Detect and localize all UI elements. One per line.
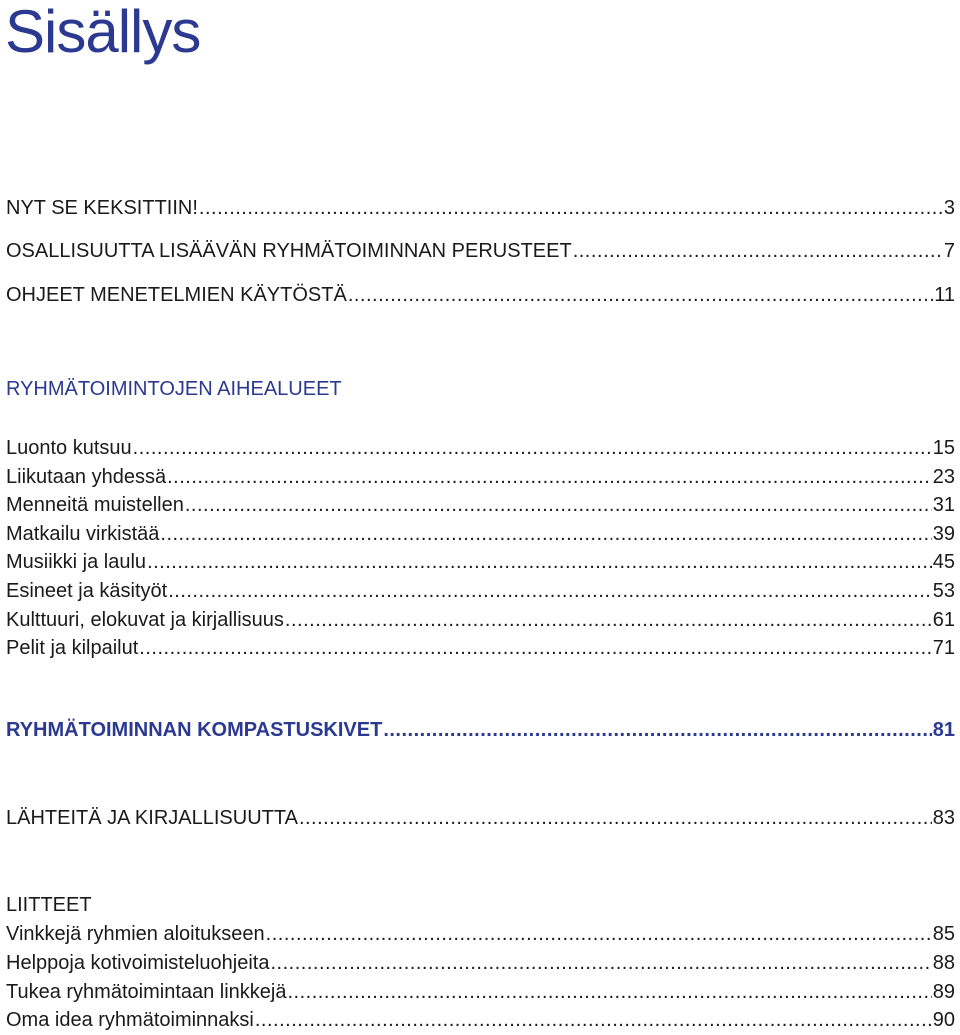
toc-entry-label: Oma idea ryhmätoiminnaksi (6, 1009, 254, 1031)
toc-entry-page: 45 (932, 551, 955, 573)
toc-entry-page: 81 (932, 719, 955, 741)
toc-entry-page: 11 (934, 284, 955, 306)
toc-entry-label: Matkailu virkistää (6, 523, 160, 545)
toc-entry-luonto-kutsuu[interactable] (6, 435, 955, 461)
dot-leader (167, 464, 932, 490)
dot-leader (185, 492, 932, 518)
toc-entry-label: OSALLISUUTTA LISÄÄVÄN RYHMÄTOIMINNAN PERUSTEET (6, 240, 572, 262)
toc-entry-vinkkeja[interactable] (6, 921, 955, 947)
toc-entry-pelit-ja-kilpailut[interactable] (6, 635, 955, 661)
toc-entry-nyt-se-keksittiin[interactable] (6, 195, 955, 221)
toc-entry-page: 7 (943, 240, 955, 262)
toc-entry-label: Luonto kutsuu (6, 437, 132, 459)
toc-entry-page: 3 (943, 197, 955, 219)
toc-entry-page: 88 (932, 952, 955, 974)
dot-leader (133, 435, 932, 461)
toc-entry-liikutaan-yhdessa[interactable] (6, 464, 955, 490)
toc-entry-label: RYHMÄTOIMINNAN KOMPASTUSKIVET (6, 719, 383, 741)
toc-entry-page: 61 (932, 609, 955, 631)
dot-leader (266, 921, 932, 947)
toc-entry-matkailu-virkistaa[interactable] (6, 521, 955, 547)
toc-entry-lahteita[interactable] (6, 805, 955, 831)
dot-leader (299, 805, 932, 831)
toc-entry-kotivoimistelu[interactable] (6, 950, 955, 976)
toc-entry-page: 83 (932, 807, 955, 829)
toc-entry-oma-idea[interactable] (6, 1007, 955, 1033)
toc-entry-label: NYT SE KEKSITTIIN! (6, 197, 198, 219)
dot-leader (147, 549, 932, 575)
toc-entry-perusteet[interactable] (6, 238, 955, 264)
dot-leader (160, 521, 931, 547)
toc-entry-label: Kulttuuri, elokuvat ja kirjallisuus (6, 609, 284, 631)
toc-entry-label: LÄHTEITÄ JA KIRJALLISUUTTA (6, 807, 298, 829)
toc-entry-label: Pelit ja kilpailut (6, 637, 139, 659)
toc-entry-label: Esineet ja käsityöt (6, 580, 168, 602)
toc-entry-linkkeja[interactable] (6, 979, 955, 1005)
toc-entry-kulttuuri[interactable] (6, 607, 955, 633)
toc-entry-page: 53 (932, 580, 955, 602)
toc-entry-ohjeet[interactable] (6, 282, 955, 308)
dot-leader (383, 717, 931, 743)
toc-entry-label: Helppoja kotivoimisteluohjeita (6, 952, 270, 974)
toc-entry-page: 85 (932, 923, 955, 945)
toc-entry-label: Liikutaan yhdessä (6, 466, 167, 488)
toc-entry-kompastuskivet[interactable] (6, 717, 955, 743)
toc-entry-label: OHJEET MENETELMIEN KÄYTÖSTÄ (6, 284, 347, 306)
dot-leader (199, 195, 943, 221)
toc-entry-label: Vinkkejä ryhmien aloitukseen (6, 923, 265, 945)
toc-entry-page: 89 (932, 981, 955, 1003)
toc-entry-musiikki-ja-laulu[interactable] (6, 549, 955, 575)
toc-entry-esineet-ja-kasityot[interactable] (6, 578, 955, 604)
toc-entry-label: Tukea ryhmätoimintaan linkkejä (6, 981, 287, 1003)
toc-entry-page: 90 (932, 1009, 955, 1031)
toc-entry-page: 71 (932, 637, 955, 659)
toc-entry-menneita-muistellen[interactable] (6, 492, 955, 518)
toc-entry-page: 39 (932, 523, 955, 545)
section-heading-aihealueet: RYHMÄTOIMINTOJEN AIHEALUEET (6, 378, 342, 400)
dot-leader (573, 238, 943, 264)
toc-entry-label: Musiikki ja laulu (6, 551, 147, 573)
dot-leader (270, 950, 931, 976)
dot-leader (285, 607, 932, 633)
toc-entry-label: Menneitä muistellen (6, 494, 184, 516)
toc-entry-page: 23 (932, 466, 955, 488)
dot-leader (139, 635, 931, 661)
dot-leader (168, 578, 932, 604)
dot-leader (288, 979, 932, 1005)
page-title: Sisällys (5, 0, 201, 65)
toc-entry-page: 31 (932, 494, 955, 516)
toc-entry-page: 15 (932, 437, 955, 459)
section-heading-liitteet: LIITTEET (6, 894, 92, 916)
dot-leader (255, 1007, 932, 1033)
dot-leader (348, 282, 933, 308)
